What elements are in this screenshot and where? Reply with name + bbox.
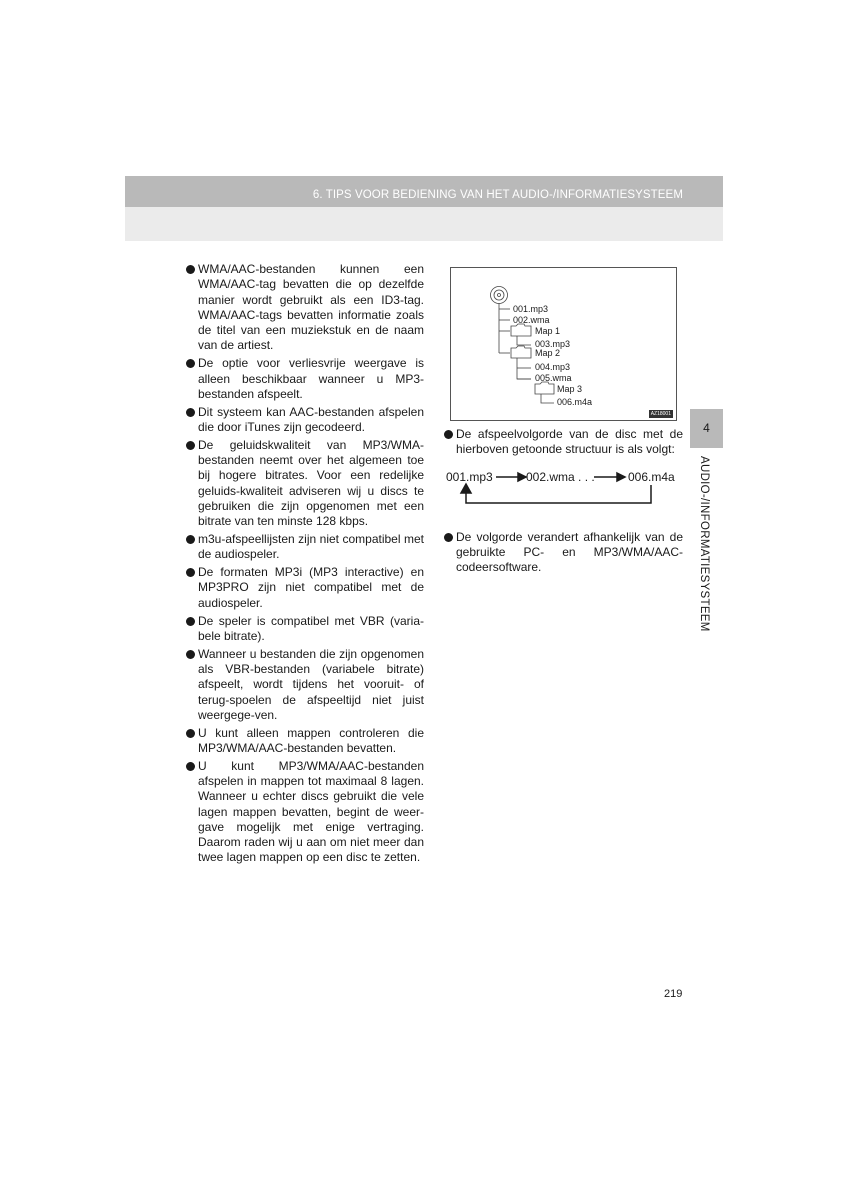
chapter-tab xyxy=(690,409,723,448)
bullet-icon xyxy=(186,762,195,771)
bullet-item: m3u-afspeellijsten zijn niet compatibel met de audiospeler. xyxy=(186,532,424,563)
bullet-item: Dit systeem kan AAC-bestanden afspelen die door iTunes zijn gecodeerd. xyxy=(186,405,424,436)
bullet-item: De optie voor verliesvrije weergave is alleen beschikbaar wanneer u MP3-bestanden afspeelt. xyxy=(186,356,424,402)
tree-file-label: 002.wma xyxy=(513,315,550,325)
bullet-icon xyxy=(186,650,195,659)
playback-sequence xyxy=(446,470,686,518)
arrow-right-icon xyxy=(617,473,625,481)
sequence-first: 001.mp3 xyxy=(446,470,493,484)
chapter-number: 4 xyxy=(703,421,710,435)
bullet-icon xyxy=(186,359,195,368)
loop-arrow-icon xyxy=(461,484,471,493)
bullet-item: De formaten MP3i (MP3 interactive) en MP3PRO zijn niet compatibel met de audiospeler. xyxy=(186,565,424,611)
header-band xyxy=(125,207,723,241)
figure-code: AZ18001 xyxy=(650,411,671,417)
chapter-title: AUDIO-/INFORMATIESYSTEEM xyxy=(698,456,710,632)
bullet-item: De afspeelvolgorde van de disc met de hierboven getoonde structuur is als volgt: xyxy=(444,427,683,458)
bullet-icon xyxy=(186,441,195,450)
tree-folder-label: Map 2 xyxy=(535,348,561,358)
tree-file-label: 004.mp3 xyxy=(535,362,571,372)
bullet-icon xyxy=(186,617,195,626)
folder-icon xyxy=(511,324,531,336)
tree-file-label: 001.mp3 xyxy=(513,304,549,314)
bullet-icon xyxy=(444,430,453,439)
bullet-item: U kunt alleen mappen controleren die MP3/WMA/AAC-bestanden bevatten. xyxy=(186,726,424,757)
bullet-icon xyxy=(186,265,195,274)
loop-arrow-icon xyxy=(466,485,651,503)
folder-tree-diagram xyxy=(451,268,678,422)
tree-folder-label: Map 3 xyxy=(557,384,583,394)
bullet-icon xyxy=(186,568,195,577)
bullet-item: De geluidskwaliteit van MP3/WMA-bestanden neemt over het algemeen toe bij hogere bitrates. Voor een redelijke geluids-kwaliteit adviseren wij u discs te gebruiken die zijn opgenomen met een bitrate van ten minste 128 kbps. xyxy=(186,438,424,530)
sequence-second: 002.wma . . . xyxy=(526,470,595,484)
tree-file-label: 006.m4a xyxy=(557,397,593,407)
tree-folder-label: Map 1 xyxy=(535,326,561,336)
page-number: 219 xyxy=(664,988,683,1000)
section-title: 6. TIPS VOOR BEDIENING VAN HET AUDIO-/INFORMATIESYSTEEM xyxy=(312,189,683,201)
folder-icon xyxy=(535,382,554,394)
bullet-item: Wanneer u bestanden die zijn opgenomen als VBR-bestanden (variabele bitrate) afspeelt, wordt tijdens het vooruit- of terug-spoelen de afspeeltijd niet juist weergege-ven. xyxy=(186,647,424,723)
bullet-item: WMA/AAC-bestanden kunnen een WMA/AAC-tag bevatten die op dezelfde manier wordt gebruikt als een ID3-tag. WMA/AAC-tags bevatten informatie zoals de titel van een muziekstuk en de naam van de artiest. xyxy=(186,262,424,354)
sequence-arrows xyxy=(446,470,686,518)
folder-icon xyxy=(511,346,531,358)
header-bar xyxy=(125,176,723,207)
bullet-icon xyxy=(444,533,453,542)
arrow-right-icon xyxy=(518,473,526,481)
bullet-item: U kunt MP3/WMA/AAC-bestanden afspelen in mappen tot maximaal 8 lagen. Wanneer u echter discs gebruikt die vele lagen mappen bevatten, begint de weer-gave mogelijk met enige vertraging. Daarom raden wij u aan om niet meer dan twee lagen mappen op een disc te zetten. xyxy=(186,759,424,866)
left-column xyxy=(186,262,424,868)
bullet-icon xyxy=(186,729,195,738)
tree-file-label: 003.mp3 xyxy=(535,339,571,349)
sequence-last: 006.m4a xyxy=(628,470,675,484)
bullet-icon xyxy=(186,535,195,544)
folder-structure-figure xyxy=(450,267,677,421)
bullet-icon xyxy=(186,408,195,417)
tree-file-label: 005.wma xyxy=(535,373,572,383)
disc-icon xyxy=(491,287,508,304)
bullet-item: De speler is compatibel met VBR (varia-bele bitrate). xyxy=(186,614,424,645)
bullet-item: De volgorde verandert afhankelijk van de gebruikte PC- en MP3/WMA/AAC-codeersoftware. xyxy=(444,530,683,576)
